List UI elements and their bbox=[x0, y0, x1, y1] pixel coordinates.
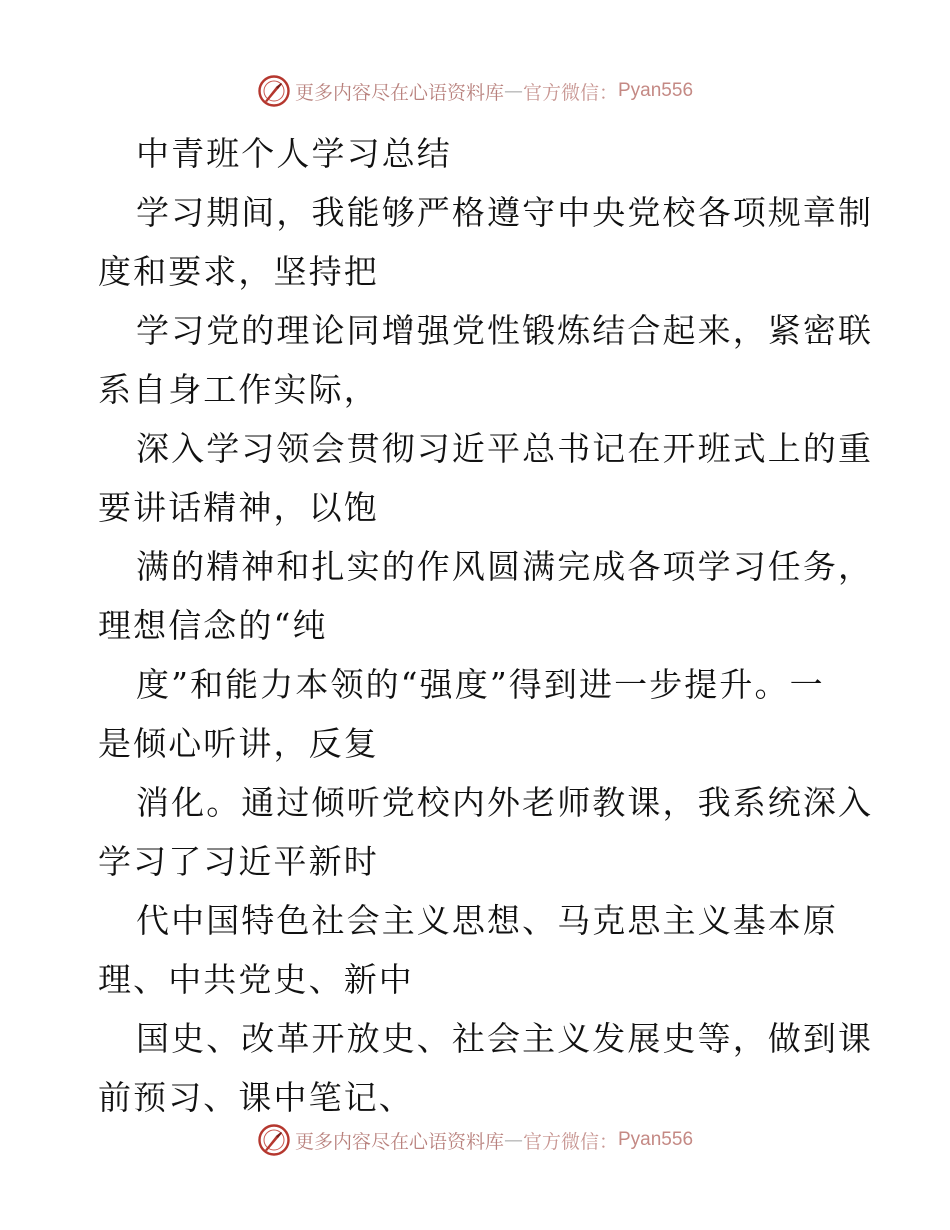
footer-banner bbox=[0, 1120, 950, 1160]
text-line: 学习了习近平新时 bbox=[98, 842, 379, 881]
text-line: 度和要求，坚持把 bbox=[98, 252, 379, 291]
banner-wechat-label: 官方微信： bbox=[522, 81, 618, 104]
text-line: 前预习、课中笔记、 bbox=[98, 1078, 414, 1117]
banner-main-text: 更多内容尽在心语资料库 bbox=[294, 1130, 504, 1153]
header-banner bbox=[0, 71, 950, 111]
document-body bbox=[98, 124, 874, 1127]
text-line: 系自身工作实际， bbox=[98, 370, 379, 409]
text-line: 深入学习领会贯彻习近平总书记在开班式上的重 bbox=[136, 429, 874, 468]
banner-wechat-id: Pyan556 bbox=[618, 1129, 694, 1150]
banner-main-text: 更多内容尽在心语资料库 bbox=[294, 81, 504, 104]
text-line: 度”和能力本领的“强度”得到进一步提升。一 bbox=[136, 665, 825, 704]
text-line: 理、中共党史、新中 bbox=[98, 960, 414, 999]
text-line: 国史、改革开放史、社会主义发展史等，做到课 bbox=[136, 1019, 874, 1058]
banner-wechat-label: 官方微信： bbox=[522, 1130, 618, 1153]
banner-dash: — bbox=[503, 1129, 523, 1151]
text-line: 代中国特色社会主义思想、马克思主义基本原 bbox=[136, 901, 838, 940]
pen-nib-logo-icon bbox=[257, 1123, 291, 1157]
banner-dash: — bbox=[503, 80, 523, 102]
pen-nib-logo-icon bbox=[257, 74, 291, 108]
text-line: 消化。通过倾听党校内外老师教课，我系统深入 bbox=[136, 783, 874, 822]
text-line: 学习党的理论同增强党性锻炼结合起来，紧密联 bbox=[136, 311, 874, 350]
text-line: 是倾心听讲，反复 bbox=[98, 724, 379, 763]
text-line: 学习期间，我能够严格遵守中央党校各项规章制 bbox=[136, 193, 874, 232]
text-line: 中青班个人学习总结 bbox=[136, 134, 452, 173]
text-line: 满的精神和扎实的作风圆满完成各项学习任务， bbox=[136, 547, 874, 586]
text-line: 理想信念的“纯 bbox=[98, 606, 328, 645]
text-line: 要讲话精神，以饱 bbox=[98, 488, 379, 527]
banner-wechat-id: Pyan556 bbox=[618, 80, 694, 101]
